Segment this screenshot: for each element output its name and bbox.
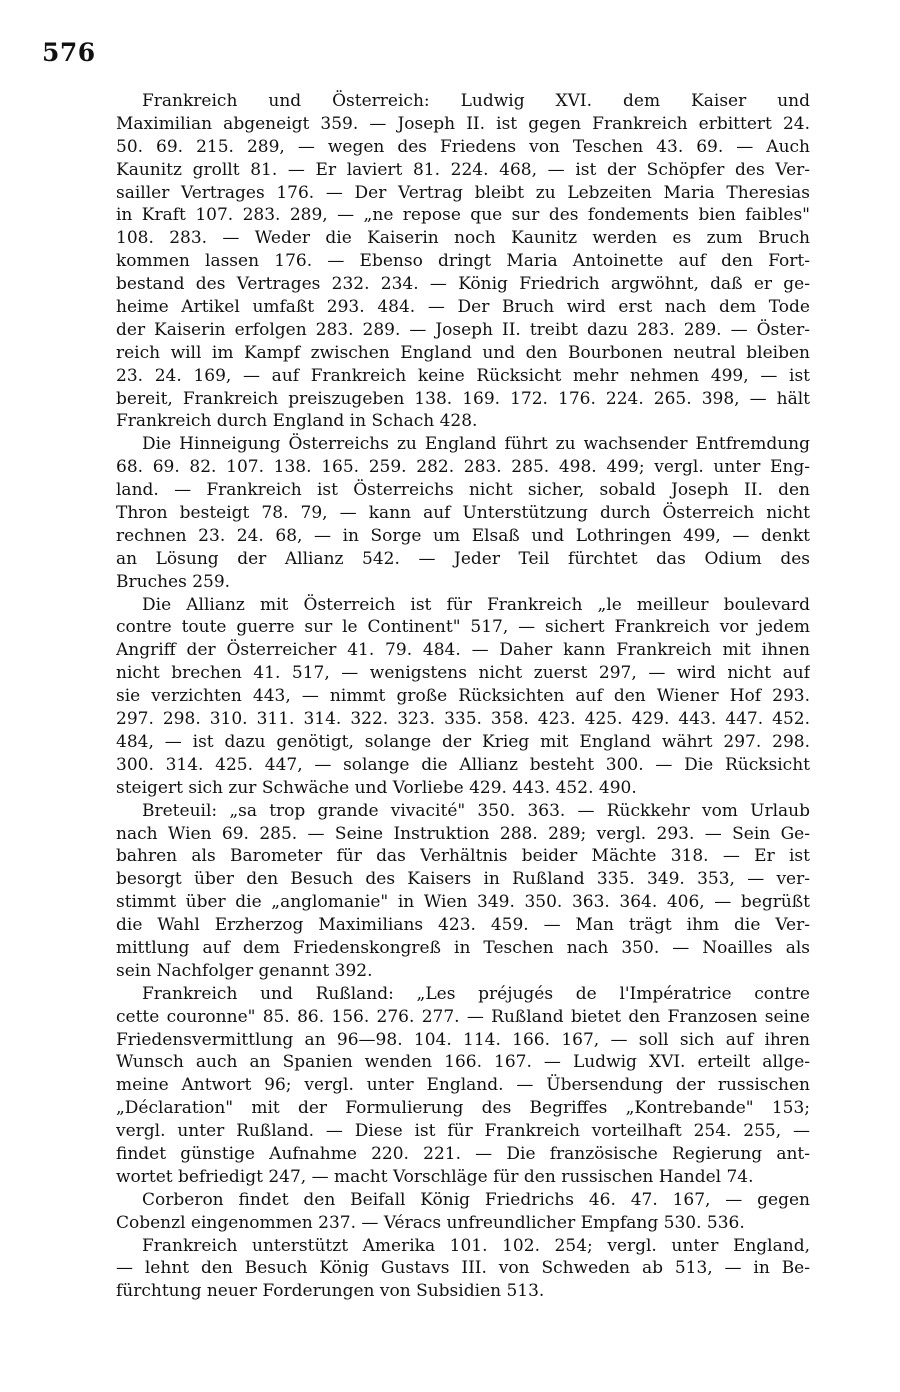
text-line: contre toute guerre sur le Continent" 517, — sichert Frankreich vor jedem: [116, 617, 810, 638]
text-line: stimmt über die „anglomanie" in Wien 349. 350. 363. 364. 406, — begrüßt: [116, 892, 810, 913]
text-line: bestand des Vertrages 232. 234. — König Friedrich argwöhnt, daß er ge-: [116, 274, 810, 295]
text-line: Die Hinneigung Österreichs zu England führt zu wachsender Entfremdung: [142, 434, 810, 455]
text-line: steigert sich zur Schwäche und Vorliebe 429. 443. 452. 490.: [116, 777, 637, 798]
text-line: Thron besteigt 78. 79, — kann auf Unterstützung durch Österreich nicht: [116, 503, 810, 524]
text-line: meine Antwort 96; vergl. unter England. — Übersendung der russischen: [116, 1075, 810, 1096]
text-line: sailler Vertrages 176. — Der Vertrag bleibt zu Lebzeiten Maria Theresias: [116, 182, 810, 203]
text-line: rechnen 23. 24. 68, — in Sorge um Elsaß und Lothringen 499, — denkt: [116, 525, 810, 546]
text-line: cette couronne" 85. 86. 156. 276. 277. — Rußland bietet den Franzosen seine: [116, 1006, 810, 1027]
text-line: in Kraft 107. 283. 289, — „ne repose que sur des fondements bien faibles": [116, 205, 810, 226]
text-line: 68. 69. 82. 107. 138. 165. 259. 282. 283. 285. 498. 499; vergl. unter Eng-: [116, 457, 810, 478]
body-text: [116, 90, 810, 1303]
text-line: Angriff der Österreicher 41. 79. 484. — Daher kann Frankreich mit ihnen: [116, 640, 810, 661]
text-line: Friedensvermittlung an 96—98. 104. 114. 166. 167, — soll sich auf ihren: [116, 1029, 810, 1050]
text-line: Kaunitz grollt 81. — Er laviert 81. 224. 468, — ist der Schöpfer des Ver-: [116, 159, 810, 180]
text-line: Bruches 259.: [116, 571, 231, 592]
text-line: land. — Frankreich ist Österreichs nicht sicher, sobald Joseph II. den: [116, 480, 810, 501]
text-line: Breteuil: „sa trop grande vivacité" 350. 363. — Rückkehr vom Urlaub: [142, 800, 810, 821]
text-line: Frankreich und Österreich: Ludwig XVI. dem Kaiser und: [142, 91, 810, 111]
text-line: Die Allianz mit Österreich ist für Frankreich „le meilleur boulevard: [142, 594, 810, 615]
text-line: 108. 283. — Weder die Kaiserin noch Kaunitz werden es zum Bruch: [116, 228, 810, 249]
text-line: bahren als Barometer für das Verhältnis beider Mächte 318. — Er ist: [116, 846, 810, 867]
text-line: besorgt über den Besuch des Kaisers in Rußland 335. 349. 353, — ver-: [116, 869, 810, 890]
text-line: Frankreich unterstützt Amerika 101. 102. 254; vergl. unter England,: [142, 1235, 810, 1256]
text-line: Wunsch auch an Spanien wenden 166. 167. — Ludwig XVI. erteilt allge-: [116, 1052, 810, 1073]
text-line: die Wahl Erzherzog Maximilians 423. 459. — Man trägt ihm die Ver-: [116, 915, 810, 936]
text-line: der Kaiserin erfolgen 283. 289. — Joseph II. treibt dazu 283. 289. — Öster-: [116, 319, 810, 340]
text-line: Corberon findet den Beifall König Friedrichs 46. 47. 167, — gegen: [142, 1189, 810, 1210]
text-line: vergl. unter Rußland. — Diese ist für Frankreich vorteilhaft 254. 255, —: [116, 1121, 810, 1142]
text-line: nicht brechen 41. 517, — wenigstens nicht zuerst 297, — wird nicht auf: [116, 663, 810, 684]
text-line: 484, — ist dazu genötigt, solange der Krieg mit England währt 297. 298.: [116, 731, 810, 752]
text-line: Frankreich durch England in Schach 428.: [116, 411, 478, 432]
text-line: bereit, Frankreich preiszugeben 138. 169. 172. 176. 224. 265. 398, — hält: [116, 388, 810, 409]
text-line: 23. 24. 169, — auf Frankreich keine Rücksicht mehr nehmen 499, — ist: [116, 365, 810, 386]
text-line: Maximilian abgeneigt 359. — Joseph II. ist gegen Frankreich erbittert 24.: [116, 113, 810, 134]
text-line: 300. 314. 425. 447, — solange die Allianz besteht 300. — Die Rücksicht: [116, 754, 810, 775]
text-line: Frankreich und Rußland: „Les préjugés de l'Impératrice contre: [142, 983, 810, 1004]
text-line: mittlung auf dem Friedenskongreß in Teschen nach 350. — Noailles als: [116, 937, 810, 958]
text-line: findet günstige Aufnahme 220. 221. — Die französische Regierung ant-: [116, 1143, 810, 1164]
page-number: 576: [42, 38, 96, 67]
text-line: kommen lassen 176. — Ebenso dringt Maria Antoinette auf den Fort-: [116, 251, 810, 272]
text-line: „Déclaration" mit der Formulierung des Begriffes „Kontrebande" 153;: [116, 1098, 810, 1119]
text-line: an Lösung der Allianz 542. — Jeder Teil fürchtet das Odium des: [116, 548, 810, 569]
text-line: — lehnt den Besuch König Gustavs III. von Schweden ab 513, — in Be-: [116, 1258, 810, 1279]
text-line: Cobenzl eingenommen 237. — Véracs unfreundlicher Empfang 530. 536.: [116, 1212, 745, 1233]
text-line: fürchtung neuer Forderungen von Subsidien 513.: [116, 1281, 545, 1302]
text-line: sie verzichten 443, — nimmt große Rücksichten auf den Wiener Hof 293.: [116, 686, 810, 707]
text-line: reich will im Kampf zwischen England und den Bourbonen neutral bleiben: [116, 342, 810, 363]
text-line: nach Wien 69. 285. — Seine Instruktion 288. 289; vergl. 293. — Sein Ge-: [116, 823, 810, 844]
text-line: heime Artikel umfaßt 293. 484. — Der Bruch wird erst nach dem Tode: [116, 297, 810, 318]
text-line: 297. 298. 310. 311. 314. 322. 323. 335. 358. 423. 425. 429. 443. 447. 452.: [116, 709, 810, 730]
text-line: sein Nachfolger genannt 392.: [116, 960, 373, 981]
text-line: 50. 69. 215. 289, — wegen des Friedens von Teschen 43. 69. — Auch: [116, 136, 810, 157]
text-line: wortet befriedigt 247, — macht Vorschläge für den russischen Handel 74.: [116, 1166, 754, 1187]
